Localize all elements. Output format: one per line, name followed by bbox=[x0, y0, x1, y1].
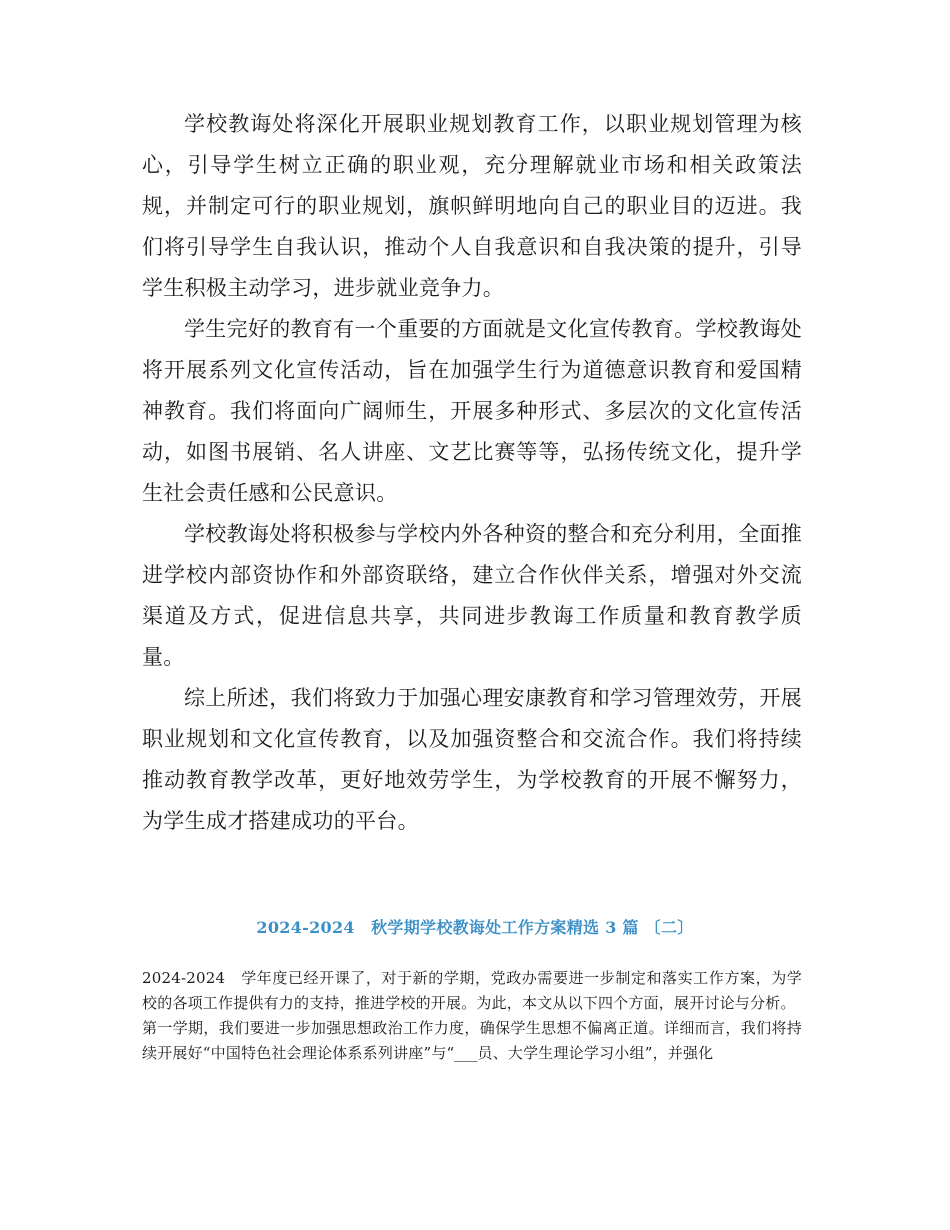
section-body bbox=[142, 966, 802, 1066]
section-title: 2024-2024 秋学期学校教诲处工作方案精选 3 篇 〔二〕 bbox=[256, 918, 694, 937]
section-paragraph-intro: 2024-2024 学年度已经开课了，对于新的学期，党政办需要进一步制定和落实工作方案，为学校的各项工作提供有力的支持，推进学校的开展。为此，本文从以下四个方面，展开讨论与分析。 bbox=[142, 969, 802, 1012]
document-body bbox=[142, 104, 802, 842]
section-paragraph-first-term: 第一学期，我们要进一步加强思想政治工作力度，确保学生思想不偏离正道。详细而言，我们将持续开展好“中国特色社会理论体系系列讲座”与“___员、大学生理论学习小组”，并强化 bbox=[142, 1019, 802, 1062]
paragraph-resource-integration: 学校教诲处将积极参与学校内外各种资的整合和充分利用，全面推进学校内部资协作和外部资联络，建立合作伙伴关系，增强对外交流渠道及方式，促进信息共享，共同进步教诲工作质量和教育教学质量。 bbox=[142, 522, 802, 669]
paragraph-summary: 综上所述，我们将致力于加强心理安康教育和学习管理效劳，开展职业规划和文化宣传教育，以及加强资整合和交流合作。我们将持续推动教育教学改革，更好地效劳学生，为学校教育的开展不懈努力，为学生成才搭建成功的平台。 bbox=[142, 686, 802, 833]
paragraph-career-planning: 学校教诲处将深化开展职业规划教育工作，以职业规划管理为核心，引导学生树立正确的职业观，充分理解就业市场和相关政策法规，并制定可行的职业规划，旗帜鲜明地向自己的职业目的迈进。我们将引导学生自我认识，推动个人自我意识和自我决策的提升，引导学生积极主动学习，进步就业竞争力。 bbox=[142, 112, 802, 300]
paragraph-culture-education: 学生完好的教育有一个重要的方面就是文化宣传教育。学校教诲处将开展系列文化宣传活动，旨在加强学生行为道德意识教育和爱国精神教育。我们将面向广阔师生，开展多种形式、多层次的文化宣传活动，如图书展销、名人讲座、文艺比赛等等，弘扬传统文化，提升学生社会责任感和公民意识。 bbox=[142, 317, 802, 505]
